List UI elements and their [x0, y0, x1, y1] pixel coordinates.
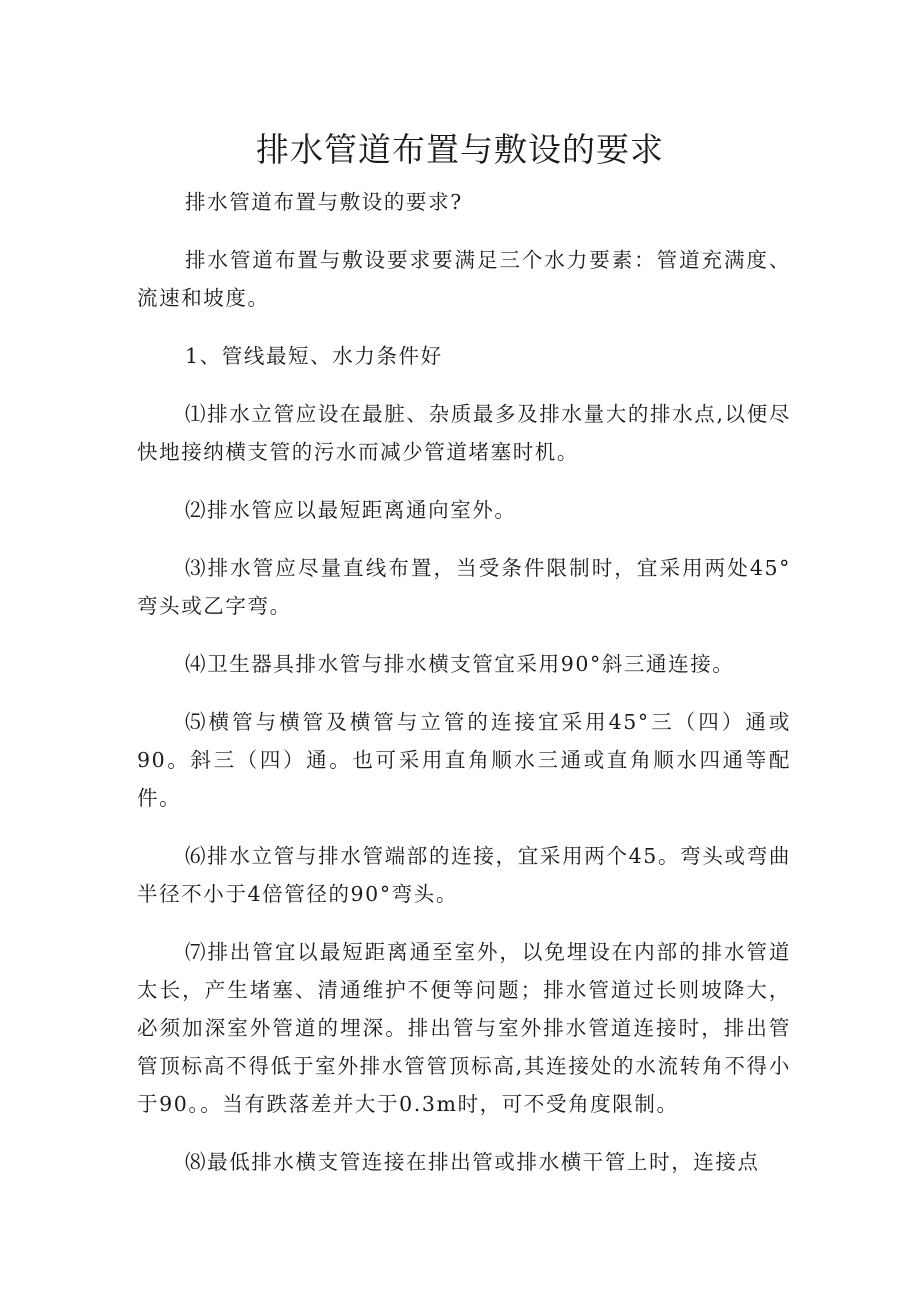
document-body: [137, 183, 791, 1201]
paragraph-item-5: ⑸横管与横管及横管与立管的连接宜采用45°三（四）通或90。斜三（四）通。也可采用直角顺水三通或直角顺水四通等配件。: [137, 710, 791, 810]
paragraph-item-6: ⑹排水立管与排水管端部的连接，宜采用两个45。弯头或弯曲半径不小于4倍管径的90°弯头。: [137, 844, 791, 906]
section-heading: 1、管线最短、水力条件好: [185, 344, 443, 368]
paragraph-item-7: ⑺排出管宜以最短距离通至室外，以免埋设在内部的排水管道太长，产生堵塞、清通维护不便等问题；排水管道过长则坡降大，必须加深室外管道的埋深。排出管与室外排水管道连接时，排出管管顶标高不得低于室外排水管管顶标高,其连接处的水流转角不得小于90。。当有跌落差并大于0.3m时，可不受角度限制。: [137, 940, 791, 1116]
paragraph-item-1: ⑴排水立管应设在最脏、杂质最多及排水量大的排水点,以便尽快地接纳横支管的污水而减少管道堵塞时机。: [137, 402, 791, 464]
paragraph-intro: 排水管道布置与敷设要求要满足三个水力要素：管道充满度、流速和坡度。: [137, 248, 791, 310]
paragraph-item-2: ⑵排水管应以最短距离通向室外。: [185, 498, 517, 522]
paragraph-item-4: ⑷卫生器具排水管与排水横支管宜采用90°斜三通连接。: [185, 652, 735, 676]
document-title: 排水管道布置与敷设的要求: [256, 130, 664, 169]
paragraph-question: 排水管道布置与敷设的要求?: [185, 190, 463, 214]
paragraph-item-3: ⑶排水管应尽量直线布置，当受条件限制时，宜采用两处45°弯头或乙字弯。: [137, 556, 791, 618]
paragraph-item-8: ⑻最低排水横支管连接在排出管或排水横干管上时，连接点: [185, 1150, 760, 1174]
